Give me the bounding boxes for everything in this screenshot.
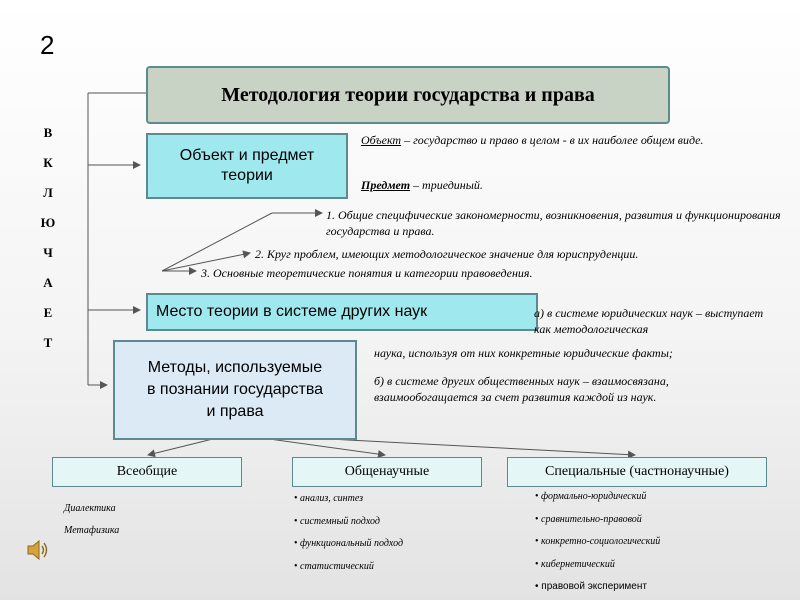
vertical-letter: Т [43, 335, 53, 350]
list-item: • кибернетический [535, 554, 660, 577]
vertical-letter: В [43, 125, 53, 140]
subject-item-3: 3. Основные теоретические понятия и категории правоведения. [201, 266, 533, 280]
list-item: • системный подход [294, 511, 403, 534]
list-item: Метафизика [64, 525, 120, 536]
place-box: Место теории в системе других наук [146, 293, 538, 331]
vertical-letter: Ч [43, 245, 53, 260]
list-item: • статистический [294, 556, 403, 579]
list-item: • анализ, синтез [294, 488, 403, 511]
place-a-continued: наука, используя от них конкретные юридические факты; [374, 346, 673, 360]
object-box-line: Объект и предмет [179, 147, 315, 164]
list-item: • формально-юридический [535, 486, 660, 509]
object-term: Объект [361, 133, 402, 147]
list-item: • сравнительно-правовой [535, 509, 660, 532]
subject-item-2: 2. Круг проблем, имеющих методологическое значение для юриспруденции. [255, 247, 639, 261]
universal-list [64, 498, 119, 542]
vertical-letter: Е [43, 305, 53, 320]
subject-definition [361, 177, 483, 193]
list-item: • правовой эксперимент [535, 576, 660, 599]
methods-line: Методы, используемые [147, 359, 323, 376]
vertical-word [38, 118, 58, 358]
vertical-letter: Л [43, 185, 53, 200]
subject-item-1: 1. Общие специфические закономерности, возникновения, развития и функционирования государства и права. [326, 208, 781, 238]
subject-term: Предмет [361, 178, 411, 192]
special-methods-box: Специальные (частнонаучные) [507, 457, 767, 487]
title-box: Методология теории государства и права [146, 66, 670, 124]
vertical-letter: Ю [40, 215, 56, 230]
list-item: Диалектика [64, 503, 116, 514]
vertical-letter: К [43, 155, 53, 170]
list-item: • функциональный подход [294, 533, 403, 556]
methods-line: и права [206, 403, 264, 420]
methods-box [113, 340, 357, 440]
vertical-letter: А [43, 275, 53, 290]
place-b-text: б) в системе других общественных наук – взаимосвязана, взаимообогащается за счет развития каждой из наук. [374, 374, 669, 404]
general-methods-box: Общенаучные [292, 457, 482, 487]
methods-line: в познании государства [146, 381, 324, 398]
object-definition [361, 132, 741, 148]
object-box-line: теории [221, 167, 273, 184]
special-list [535, 486, 660, 599]
slide-number: 2 [40, 30, 55, 60]
list-item: • конкретно-социологический [535, 531, 660, 554]
universal-methods-box: Всеобщие [52, 457, 242, 487]
subject-text: – триединый. [410, 178, 483, 192]
object-text: – государство и право в целом - в их наиболее общем виде. [401, 133, 704, 147]
object-box [146, 133, 348, 199]
general-list [294, 488, 403, 578]
speaker-icon[interactable] [26, 538, 48, 562]
place-a-text: а) в системе юридических наук – выступает как методологическая [534, 306, 764, 336]
